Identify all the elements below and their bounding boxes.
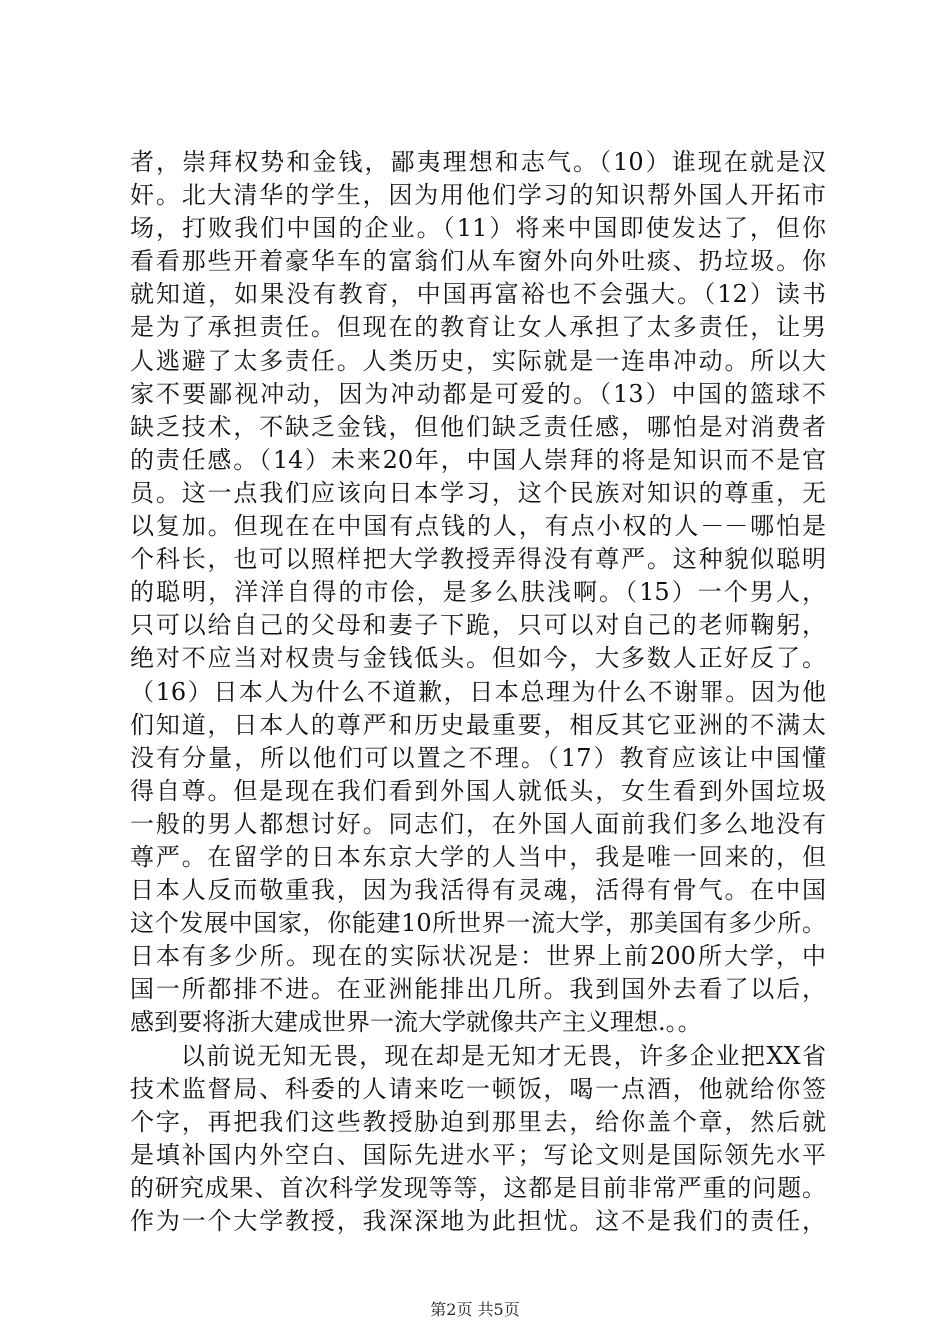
text-line: 者，崇拜权势和金钱，鄙夷理想和志气。（10）谁现在就是汉 [130, 148, 826, 176]
text-line: 作为一个大学教授，我深深地为此担忧。这不是我们的责任， [130, 1207, 826, 1235]
text-line: 的研究成果、首次科学发现等等，这都是目前非常严重的问题。 [130, 1173, 826, 1202]
body-text [130, 146, 826, 1238]
text-line: 日本有多少所。现在的实际状况是：世界上前200所大学，中 [130, 942, 826, 971]
text-line: 场，打败我们中国的企业。（11）将来中国即使发达了，但你 [130, 214, 826, 243]
text-line: 的聪明，洋洋自得的市侩，是多么肤浅啊。（15）一个男人， [130, 578, 826, 607]
page-number-footer: 第2页 共5页 [430, 1300, 520, 1319]
text-line: 们知道，日本人的尊严和历史最重要，相反其它亚洲的不满太 [130, 710, 826, 739]
text-line: 就知道，如果没有教育，中国再富裕也不会强大。（12）读书 [130, 280, 826, 309]
text-line: 绝对不应当对权贵与金钱低头。但如今，大多数人正好反了。 [130, 644, 826, 673]
text-line: 这个发展中国家，你能建10所世界一流大学，那美国有多少所。 [130, 909, 826, 938]
text-line: 国一所都排不进。在亚洲能排出几所。我到国外去看了以后， [130, 975, 826, 1004]
text-line: 以复加。但现在在中国有点钱的人，有点小权的人－－哪怕是 [130, 512, 826, 541]
text-line: 个字，再把我们这些教授胁迫到那里去，给你盖个章，然后就 [130, 1107, 826, 1136]
text-line: 以前说无知无畏，现在却是无知才无畏，许多企业把XX省 [130, 1041, 826, 1070]
text-line: 只可以给自己的父母和妻子下跪，只可以对自己的老师鞠躬， [130, 611, 826, 640]
text-line: 员。这一点我们应该向日本学习，这个民族对知识的尊重，无 [130, 478, 826, 507]
text-line: （16）日本人为什么不道歉，日本总理为什么不谢罪。因为他 [130, 677, 826, 706]
text-line: 得自尊。但是现在我们看到外国人就低头，女生看到外国垃圾 [130, 776, 826, 805]
text-line: 尊严。在留学的日本东京大学的人当中，我是唯一回来的，但 [130, 842, 826, 871]
text-line: 看看那些开着豪华车的富翁们从车窗外向外吐痰、扔垃圾。你 [130, 247, 826, 276]
text-line: 一般的男人都想讨好。同志们，在外国人面前我们多么地没有 [130, 809, 826, 838]
text-line: 感到要将浙大建成世界一流大学就像共产主义理想.。。 [130, 1008, 702, 1037]
text-line: 个科长，也可以照样把大学教授弄得没有尊严。这种貌似聪明 [130, 545, 826, 574]
text-line: 家不要鄙视冲动，因为冲动都是可爱的。（13）中国的篮球不 [130, 379, 826, 408]
text-line: 是填补国内外空白、国际先进水平；写论文则是国际领先水平 [130, 1140, 826, 1169]
text-line: 的责任感。（14）未来20年，中国人崇拜的将是知识而不是官 [130, 445, 826, 474]
text-line: 缺乏技术，不缺乏金钱，但他们缺乏责任感，哪怕是对消费者 [130, 412, 826, 441]
text-line: 技术监督局、科委的人请来吃一顿饭，喝一点酒，他就给你签 [130, 1074, 826, 1103]
text-line: 人逃避了太多责任。人类历史，实际就是一连串冲动。所以大 [130, 346, 826, 375]
text-line: 是为了承担责任。但现在的教育让女人承担了太多责任，让男 [130, 313, 826, 342]
text-line: 奸。北大清华的学生，因为用他们学习的知识帮外国人开拓市 [130, 181, 826, 210]
text-line: 没有分量，所以他们可以置之不理。（17）教育应该让中国懂 [130, 743, 826, 772]
text-line: 日本人反而敬重我，因为我活得有灵魂，活得有骨气。在中国 [130, 876, 826, 905]
